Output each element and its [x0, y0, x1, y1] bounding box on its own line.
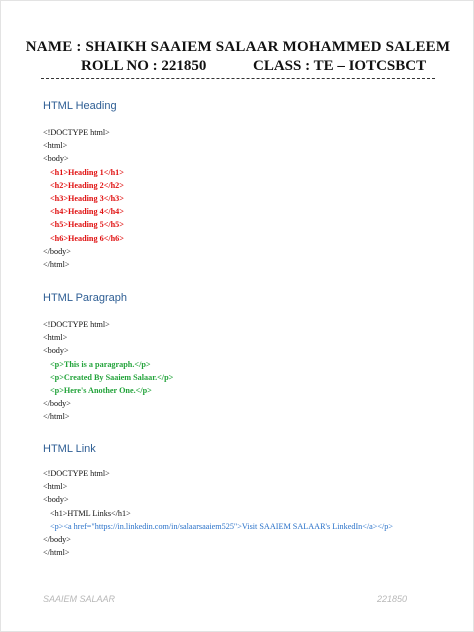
- code-line: <!DOCTYPE html>: [43, 320, 110, 329]
- code-line: </body>: [43, 246, 71, 256]
- code-line-h1-links: <h1>HTML Links</h1>: [50, 508, 131, 518]
- code-line: <html>: [43, 482, 68, 492]
- code-line: </html>: [43, 412, 70, 422]
- section-title-paragraph: HTML Paragraph: [43, 292, 127, 304]
- code-line-h2: <h2>Heading 2</h2>: [50, 180, 124, 190]
- code-line-p2: <p>Created By Saaiem Salaar.</p>: [50, 372, 174, 382]
- code-line-h3: <h3>Heading 3</h3>: [50, 193, 124, 203]
- code-line: <body>: [43, 495, 69, 505]
- code-line: </html>: [43, 259, 70, 269]
- code-line: <body>: [43, 154, 69, 164]
- section-title-heading: HTML Heading: [43, 100, 117, 112]
- code-line: </body>: [43, 534, 71, 544]
- code-line-p1: <p>This is a paragraph.</p>: [50, 359, 151, 369]
- code-line: <!DOCTYPE html>: [43, 469, 110, 478]
- class-label: CLASS : TE – IOTCSBCT: [253, 58, 427, 74]
- code-line: <body>: [43, 346, 69, 356]
- code-block-heading: [43, 126, 124, 271]
- code-line-h4: <h4>Heading 4</h4>: [50, 207, 124, 217]
- code-line-h5: <h5>Heading 5</h5>: [50, 220, 124, 230]
- code-line: <html>: [43, 333, 68, 343]
- header-divider: [41, 78, 435, 79]
- roll-number: ROLL NO : 221850: [81, 58, 207, 74]
- section-title-link: HTML Link: [43, 443, 96, 455]
- code-line-h1: <h1>Heading 1</h1>: [50, 167, 124, 177]
- code-block-link: [43, 467, 393, 559]
- code-line-h6: <h6>Heading 6</h6>: [50, 233, 124, 243]
- code-line: <html>: [43, 141, 68, 151]
- code-line: </html>: [43, 548, 70, 558]
- code-line: <!DOCTYPE html>: [43, 128, 110, 137]
- code-line-anchor: <p><a href="https://in.linkedin.com/in/salaarsaaiem525">Visit SAAIEM SALAAR's LinkedIn</a></p>: [50, 521, 394, 531]
- roll-class-line: [81, 58, 427, 75]
- footer-author: SAAIEM SALAAR: [43, 594, 116, 604]
- code-line: </body>: [43, 399, 71, 409]
- student-name: NAME : SHAIKH SAAIEM SALAAR MOHAMMED SALEEM: [25, 39, 451, 55]
- code-block-paragraph: [43, 318, 173, 424]
- footer-roll: 221850: [377, 594, 408, 604]
- code-line-p3: <p>Here's Another One.</p>: [50, 385, 152, 395]
